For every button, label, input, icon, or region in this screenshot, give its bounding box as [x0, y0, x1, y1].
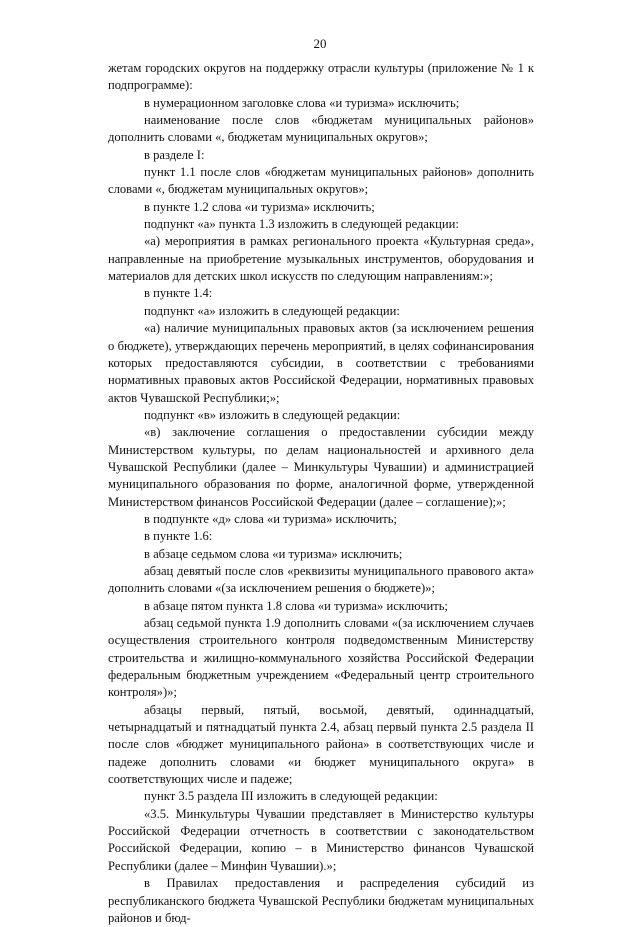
paragraph: в пункте 1.2 слова «и туризма» исключить; — [144, 199, 375, 214]
paragraph: абзац седьмой пункта 1.9 дополнить словами «(за исключением случаев осуществления строительного контроля подведомственным Министерству строительства и жилищно-коммунального хозяйства Российской Федерации федеральным бюджетным учреждением «Федеральный центр строительного контроля»)»; — [108, 616, 534, 700]
paragraph: пункт 3.5 раздела III изложить в следующей редакции: — [144, 789, 438, 804]
paragraph: в нумерационном заголовке слова «и туризма» исключить; — [144, 95, 460, 110]
paragraph: «в) заключение соглашения о предоставлении субсидии между Министерством культуры, по делам национальностей и архивного дела Чувашской Республики (далее – Минкультуры Чувашии) и администрацией муниципального образования по форме, аналогичной форме, утвержденной Министерством финансов Российской Федерации (далее – соглашение);»; — [108, 425, 534, 509]
paragraph: в абзаце пятом пункта 1.8 слова «и туризма» исключить; — [144, 598, 448, 613]
paragraph: в абзаце седьмом слова «и туризма» исключить; — [144, 546, 403, 561]
paragraph: «а) мероприятия в рамках регионального проекта «Культурная среда», направленные на приобретение музыкальных инструментов, оборудования и материалов для детских школ искусств по следующим направлениям:»; — [108, 234, 534, 284]
page-number: 20 — [313, 36, 327, 51]
paragraph: в Правилах предоставления и распределения субсидий из республиканского бюджета Чувашской Республики бюджетам муниципальных районов и бюд- — [108, 876, 534, 925]
paragraph: в пункте 1.6: — [144, 529, 213, 544]
paragraph: «а) наличие муниципальных правовых актов (за исключением решения о бюджете), утверждающих перечень мероприятий, в целях софинансирования которых предоставляются субсидии, в соответствии с требованиями нормативных правовых актов Российской Федерации, нормативных правовых актов Чувашской Республики;»; — [108, 321, 534, 405]
paragraph: в разделе I: — [144, 147, 205, 162]
paragraph: абзацы первый, пятый, восьмой, девятый, одиннадцатый, четырнадцатый и пятнадцатый пункта 2.4, абзац первый пункта 2.5 раздела II после слов «бюджет муниципального района» в соответствующих числе и падеже дополнить словами «и бюджет муниципального округа» в соответствующих числе и падеже; — [108, 702, 534, 787]
paragraph: в пункте 1.4: — [144, 286, 213, 301]
paragraph: подпункт «а» изложить в следующей редакции: — [144, 303, 400, 318]
paragraph: подпункт «в» изложить в следующей редакции: — [144, 407, 401, 422]
paragraph: в подпункте «д» слова «и туризма» исключить; — [144, 511, 398, 526]
paragraph-continuation: жетам городских округов на поддержку отрасли культуры (приложение № 1 к подпрограмме): — [108, 61, 534, 93]
paragraph: наименование после слов «бюджетам муниципальных районов» дополнить словами «, бюджетам муниципальных округов»; — [108, 113, 534, 145]
paragraph: абзац девятый после слов «реквизиты муниципального правового акта» дополнить словами «(за исключением решения о бюджете)»; — [108, 563, 534, 596]
paragraph: «3.5. Минкультуры Чувашии представляет в Министерство культуры Российской Федерации отчетность в соответствии с законодательством Российской Федерации, копию – в Министерство финансов Чувашской Республики (далее – Минфин Чувашии).»; — [108, 806, 534, 873]
paragraph: подпункт «а» пункта 1.3 изложить в следующей редакции: — [144, 217, 459, 232]
paragraph: пункт 1.1 после слов «бюджетам муниципальных районов» дополнить словами «, бюджетам муниципальных округов»; — [108, 165, 534, 197]
document-body — [108, 60, 534, 927]
